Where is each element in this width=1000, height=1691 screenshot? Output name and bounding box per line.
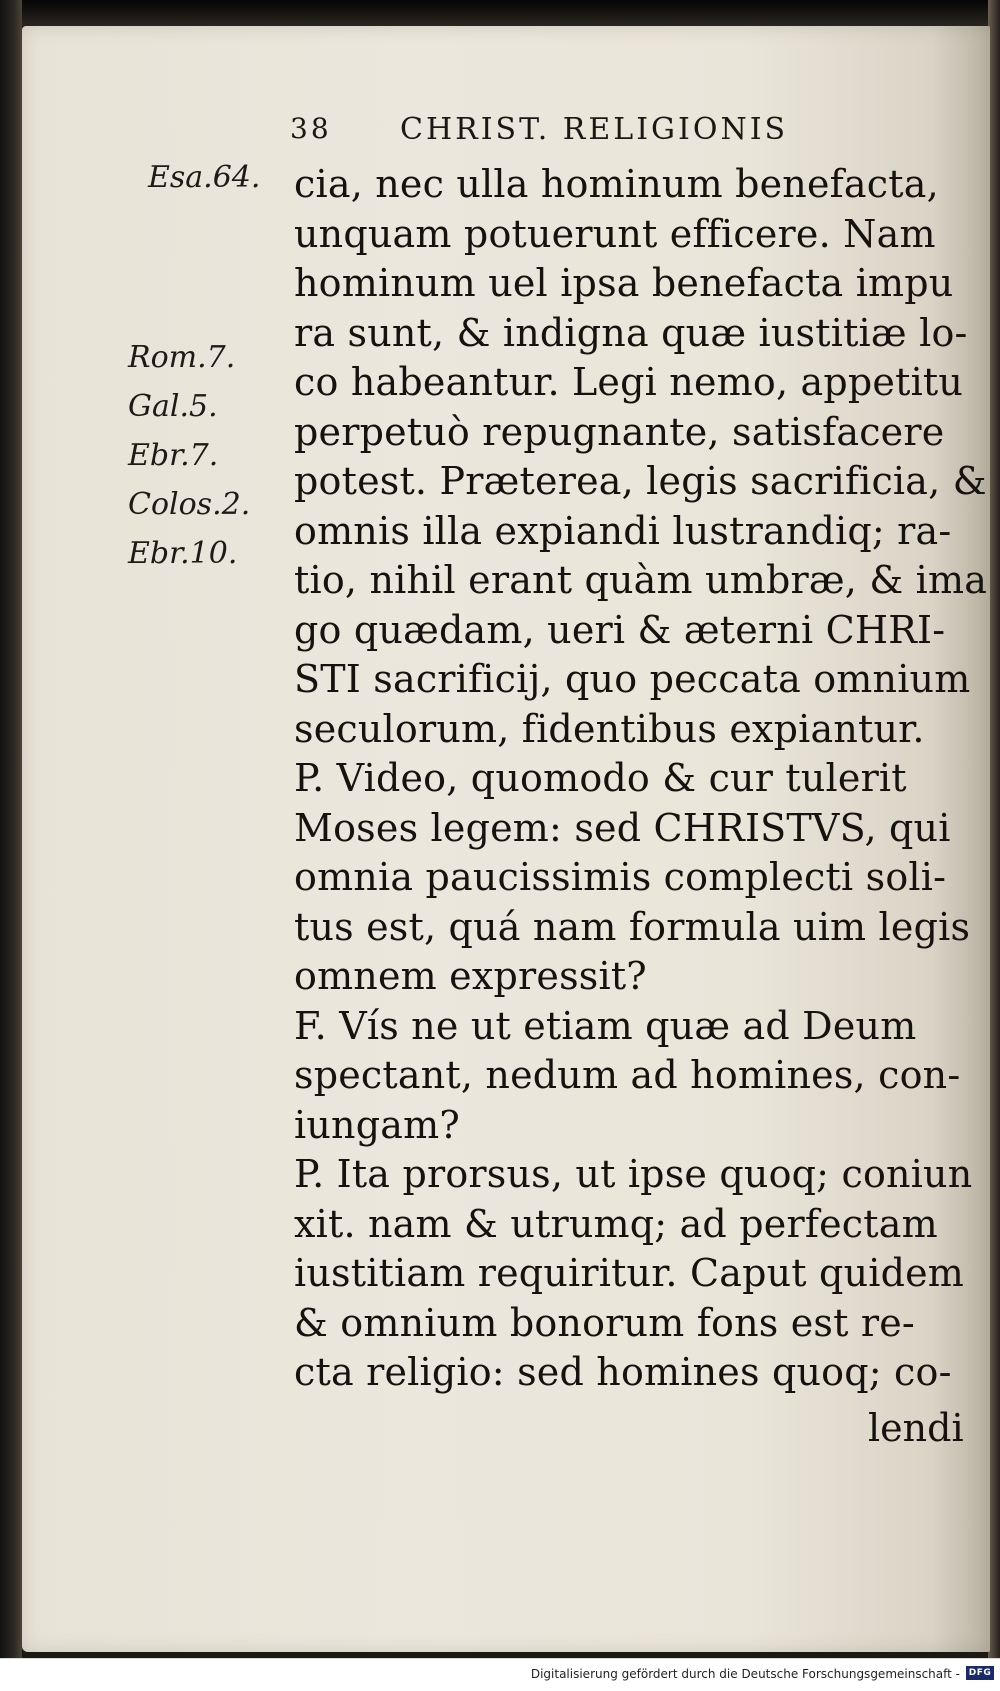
text-line: perpetuò repugnante, satisfacere — [294, 409, 945, 454]
text-line: STI sacrificij, quo peccata omnium — [294, 657, 971, 701]
dfg-logo-icon: DFG — [966, 1666, 994, 1680]
text-line: P. Video, quomodo & cur tulerit — [294, 756, 907, 800]
text-line: seculorum, fidentibus expiantur. — [294, 706, 925, 751]
margin-note: Gal.5. — [128, 389, 218, 424]
text-line: cta religio: sed homines quoq; co- — [294, 1350, 952, 1394]
footer-credit: Digitalisierung gefördert durch die Deutsche Forschungsgemeinschaft - — [530, 1667, 960, 1681]
text-line: go quædam, ueri & æterni CHRI- — [294, 607, 946, 652]
text-line: spectant, nedum ad homines, con- — [294, 1053, 961, 1097]
scan-top-edge — [0, 0, 1000, 26]
text-line: tus est, quá nam formula uim legis — [294, 904, 971, 949]
margin-note: Ebr.10. — [128, 536, 238, 571]
page-header — [290, 112, 890, 152]
scan-left-edge — [0, 0, 22, 1658]
text-line: co habeantur. Legi nemo, appetitu — [294, 360, 964, 404]
text-line: unquam potuerunt efficere. Nam — [294, 211, 936, 256]
margin-note: Esa.64. — [148, 160, 261, 195]
text-line: potest. Præterea, legis sacrificia, & — [294, 459, 987, 503]
running-title: CHRIST. RELIGIONIS — [400, 112, 789, 147]
text-line: omnem expressit? — [294, 954, 647, 998]
text-line: ra sunt, & indigna quæ iustitiæ lo- — [294, 310, 968, 355]
body-text — [294, 160, 988, 1398]
text-line: omnia paucissimis complecti soli- — [294, 855, 947, 899]
margin-note: Rom.7. — [128, 340, 236, 375]
page-number: 38 — [290, 112, 332, 145]
margin-note: Ebr.7. — [128, 438, 219, 473]
text-line: hominum uel ipsa benefacta impu — [294, 261, 954, 305]
text-line: tio, nihil erant quàm umbræ, & ima — [294, 558, 988, 602]
text-line: P. Ita prorsus, ut ipse quoq; coniun — [294, 1152, 973, 1196]
text-line: iungam? — [294, 1102, 460, 1147]
text-line: xit. nam & utrumq; ad perfectam — [294, 1201, 938, 1246]
text-line: omnis illa expiandi lustrandiq; ra- — [294, 508, 952, 553]
catchword: lendi — [868, 1406, 964, 1450]
text-line: cia, nec ulla hominum benefacta, — [294, 162, 939, 206]
margin-note: Colos.2. — [128, 487, 251, 522]
text-line: Moses legem: sed CHRISTVS, qui — [294, 805, 951, 850]
text-line: iustitiam requiritur. Caput quidem — [294, 1251, 965, 1295]
text-line: & omnium bonorum fons est re- — [294, 1300, 915, 1345]
text-line: F. Vís ne ut etiam quæ ad Deum — [294, 1003, 917, 1048]
